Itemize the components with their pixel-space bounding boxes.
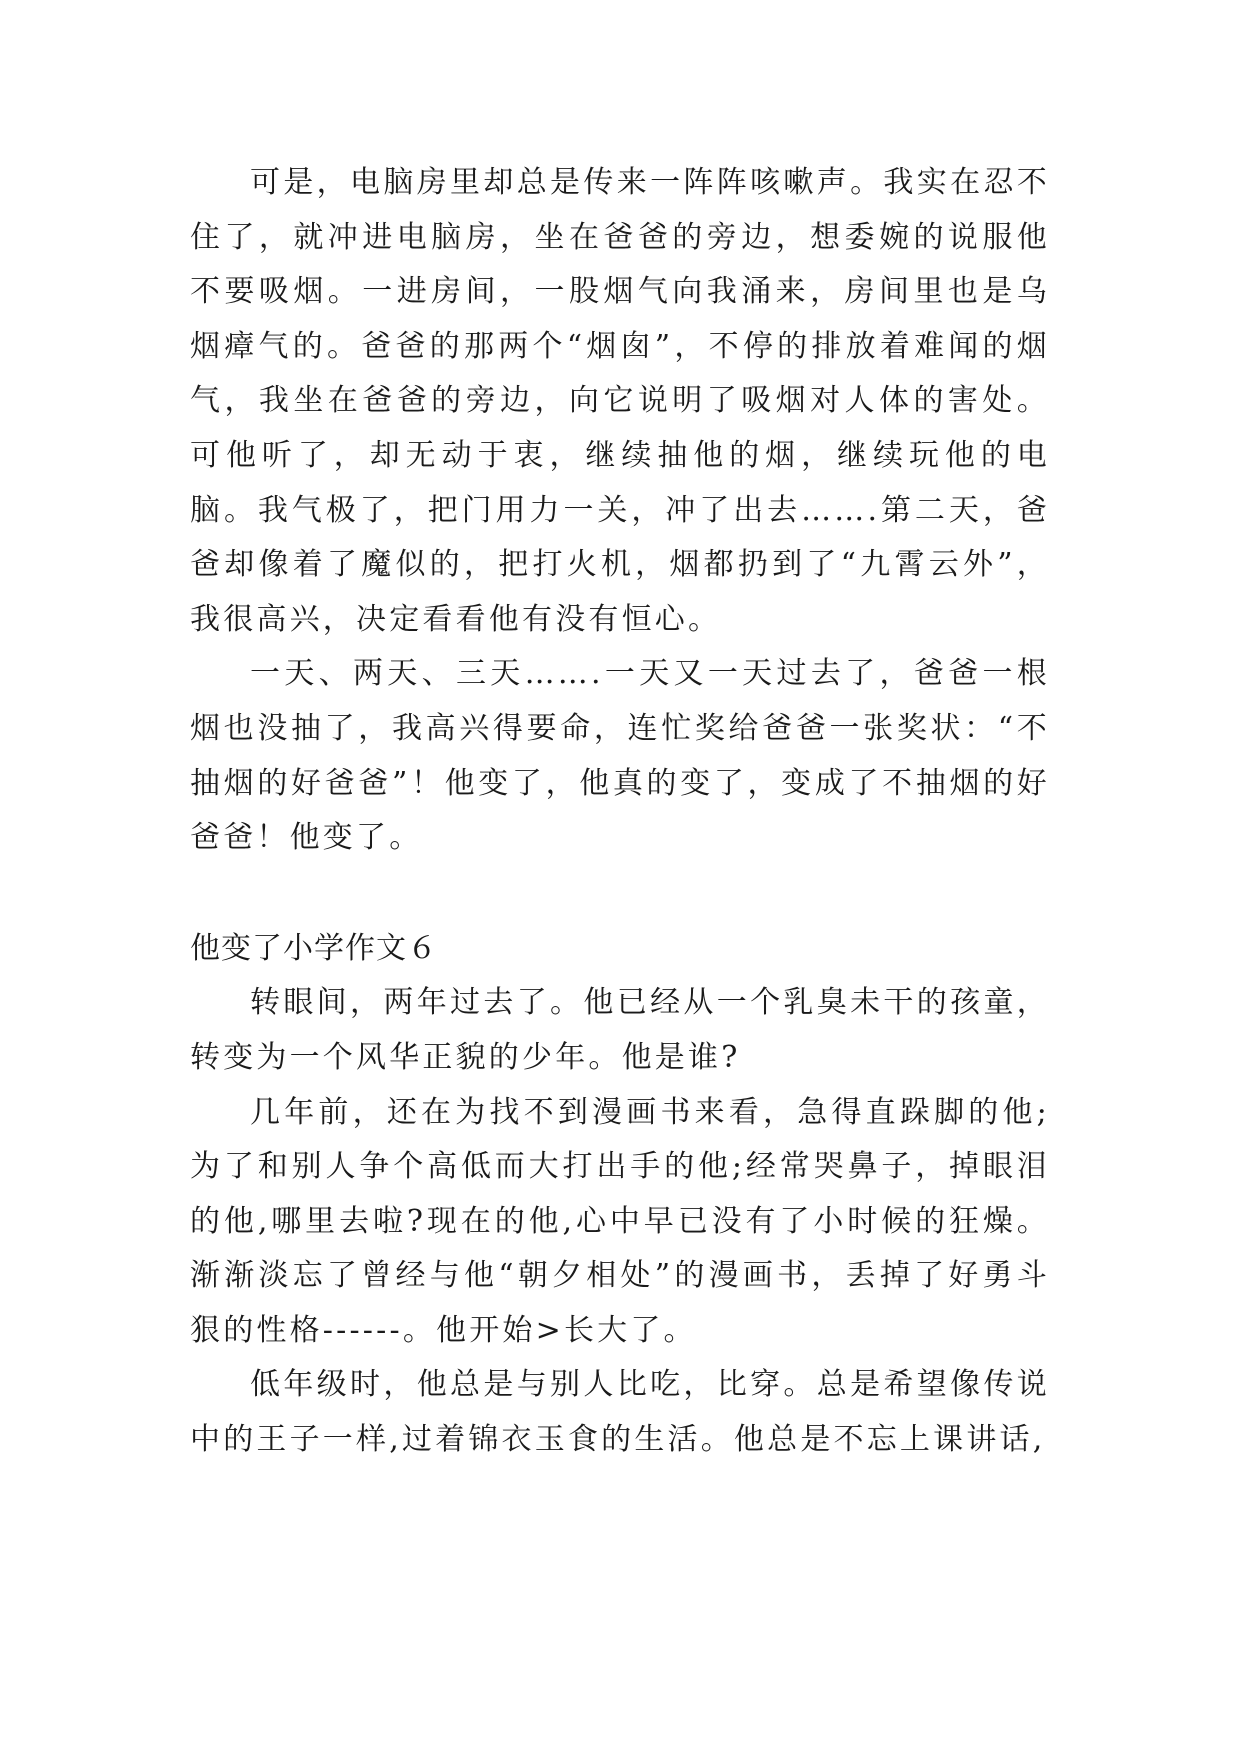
- paragraph: 可是，电脑房里却总是传来一阵阵咳嗽声。我实在忍不住了，就冲进电脑房，坐在爸爸的旁边，想委婉的说服他不要吸烟。一进房间，一股烟气向我涌来，房间里也是乌烟瘴气的。爸爸的那两个“烟囱”，不停的排放着难闻的烟气，我坐在爸爸的旁边，向它说明了吸烟对人体的害处。可他听了，却无动于衷，继续抽他的烟，继续玩他的电脑。我气极了，把门用力一关，冲了出去…….第二天，爸爸却像着了魔似的，把打火机，烟都扔到了“九霄云外”，我很高兴，决定看看他有没有恒心。: [190, 165, 1050, 637]
- paragraph: 几年前，还在为找不到漫画书来看，急得直跺脚的他;为了和别人争个高低而大打出手的他;经常哭鼻子，掉眼泪的他,哪里去啦?现在的他,心中早已没有了小时候的狂燥。渐渐淡忘了曾经与他“朝夕相处”的漫画书，丢掉了好勇斗狠的性格------。他开始>长大了。: [190, 1094, 1050, 1348]
- document-body: [190, 156, 1050, 1468]
- paragraph: 一天、两天、三天…….一天又一天过去了，爸爸一根烟也没抽了，我高兴得要命，连忙奖给爸爸一张奖状：“不抽烟的好爸爸”！他变了，他真的变了，变成了不抽烟的好爸爸！他变了。: [190, 656, 1050, 856]
- paragraph: 转眼间，两年过去了。他已经从一个乳臭未干的孩童，转变为一个风华正貌的少年。他是谁?: [190, 985, 1050, 1075]
- paragraph: 低年级时，他总是与别人比吃，比穿。总是希望像传说中的王子一样,过着锦衣玉食的生活。他总是不忘上课讲话,: [190, 1367, 1050, 1458]
- section-title: 他变了小学作文６: [190, 930, 438, 966]
